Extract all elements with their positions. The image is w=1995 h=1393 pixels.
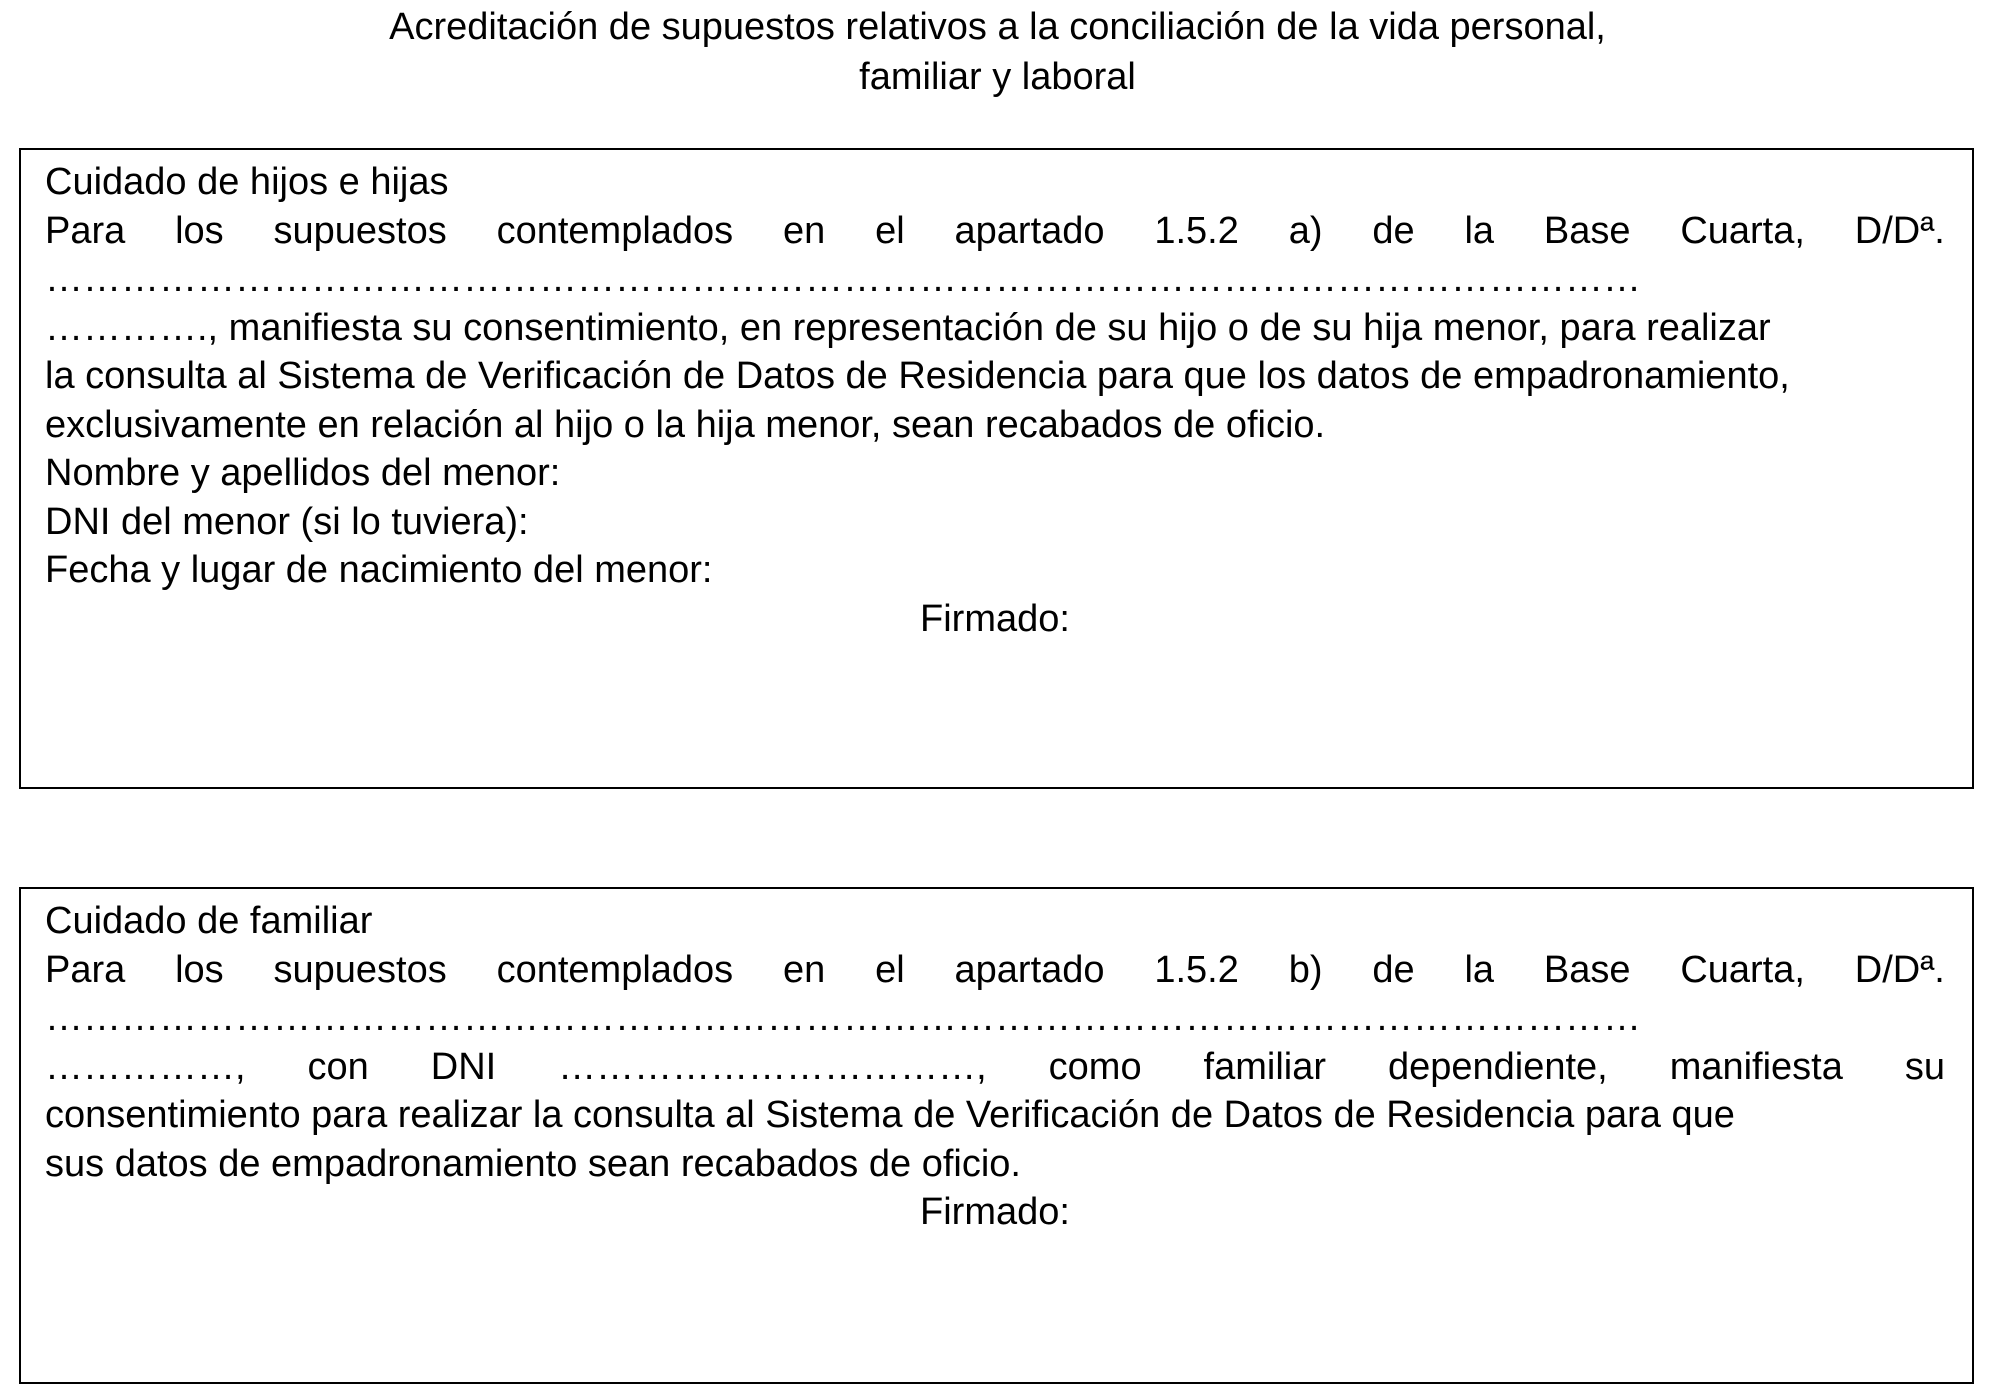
intro-word: Cuarta,	[1680, 948, 1805, 991]
intro-word: la	[1464, 948, 1495, 991]
family-line-word: con	[307, 1045, 369, 1088]
intro-word: de	[1372, 209, 1415, 252]
childcare-consent-line-1: …………., manifiesta su consentimiento, en representación de su hijo o de su hija menor, para realizar	[45, 306, 1771, 349]
section-family-care-heading: Cuidado de familiar	[45, 900, 373, 942]
intro-word: Base	[1543, 209, 1631, 252]
minor-name-field-label: Nombre y apellidos del menor:	[45, 452, 561, 494]
section-family-care-box	[19, 887, 1974, 1384]
family-line-word: su	[1904, 1045, 1945, 1088]
intro-word: Cuarta,	[1680, 209, 1805, 252]
childcare-intro-line	[45, 207, 1945, 256]
section-childcare-heading: Cuidado de hijos e hijas	[45, 161, 449, 203]
intro-word: los	[175, 948, 224, 991]
family-line-word: como	[1048, 1045, 1142, 1088]
family-line-word: DNI	[430, 1045, 497, 1088]
intro-word: D/Dª.	[1854, 948, 1945, 991]
document-title	[0, 2, 1995, 102]
intro-word: el	[875, 209, 905, 252]
intro-word: supuestos	[273, 948, 447, 991]
family-line-word: dependiente,	[1387, 1045, 1608, 1088]
family-consent-line-1: consentimiento para realizar la consulta al Sistema de Verificación de Datos de Residencia para que	[45, 1094, 1735, 1136]
family-consent-line-2: sus datos de empadronamiento sean recabados de oficio.	[45, 1142, 1021, 1185]
title-line-2: familiar y laboral	[859, 56, 1136, 98]
intro-word: supuestos	[273, 209, 447, 252]
family-line-word: ……………,	[45, 1045, 246, 1088]
intro-word: el	[875, 948, 905, 991]
intro-word: a)	[1288, 209, 1323, 252]
intro-word: los	[175, 209, 224, 252]
family-line-word: manifiesta	[1669, 1045, 1843, 1088]
intro-word: contemplados	[496, 948, 734, 991]
intro-word: la	[1464, 209, 1495, 252]
minor-dni-field-label: DNI del menor (si lo tuviera):	[45, 500, 529, 543]
intro-word: en	[783, 948, 826, 991]
intro-word: Para	[45, 209, 126, 252]
section-childcare-box	[19, 148, 1974, 789]
intro-word: en	[783, 209, 826, 252]
intro-word: apartado	[954, 948, 1105, 991]
intro-word: 1.5.2	[1154, 948, 1239, 991]
intro-word: 1.5.2	[1154, 209, 1239, 252]
intro-word: b)	[1288, 948, 1323, 991]
intro-word: de	[1372, 948, 1415, 991]
family-intro-line	[45, 946, 1945, 995]
childcare-consent-line-2: la consulta al Sistema de Verificación de Datos de Residencia para que los datos de empadronamiento,	[45, 355, 1790, 397]
childcare-consent-line-3: exclusivamente en relación al hijo o la hija menor, sean recabados de oficio.	[45, 403, 1326, 446]
intro-word: Base	[1543, 948, 1631, 991]
intro-word: Para	[45, 948, 126, 991]
intro-word: contemplados	[496, 209, 734, 252]
title-line-1: Acreditación de supuestos relativos a la conciliación de la vida personal,	[389, 6, 1606, 48]
childcare-name-blank-dots: ………………………………………………………………………………………………………………	[45, 258, 1641, 300]
family-signed-label: Firmado:	[920, 1191, 1070, 1233]
minor-birth-field-label: Fecha y lugar de nacimiento del menor:	[45, 549, 713, 591]
intro-word: apartado	[954, 209, 1105, 252]
family-dni-line	[45, 1043, 1945, 1092]
intro-word: D/Dª.	[1854, 209, 1945, 252]
family-line-word: familiar	[1203, 1045, 1327, 1088]
family-line-word: ……………………………,	[558, 1045, 987, 1088]
childcare-signed-label: Firmado:	[920, 597, 1070, 640]
family-name-blank-dots: ………………………………………………………………………………………………………………	[45, 997, 1641, 1039]
